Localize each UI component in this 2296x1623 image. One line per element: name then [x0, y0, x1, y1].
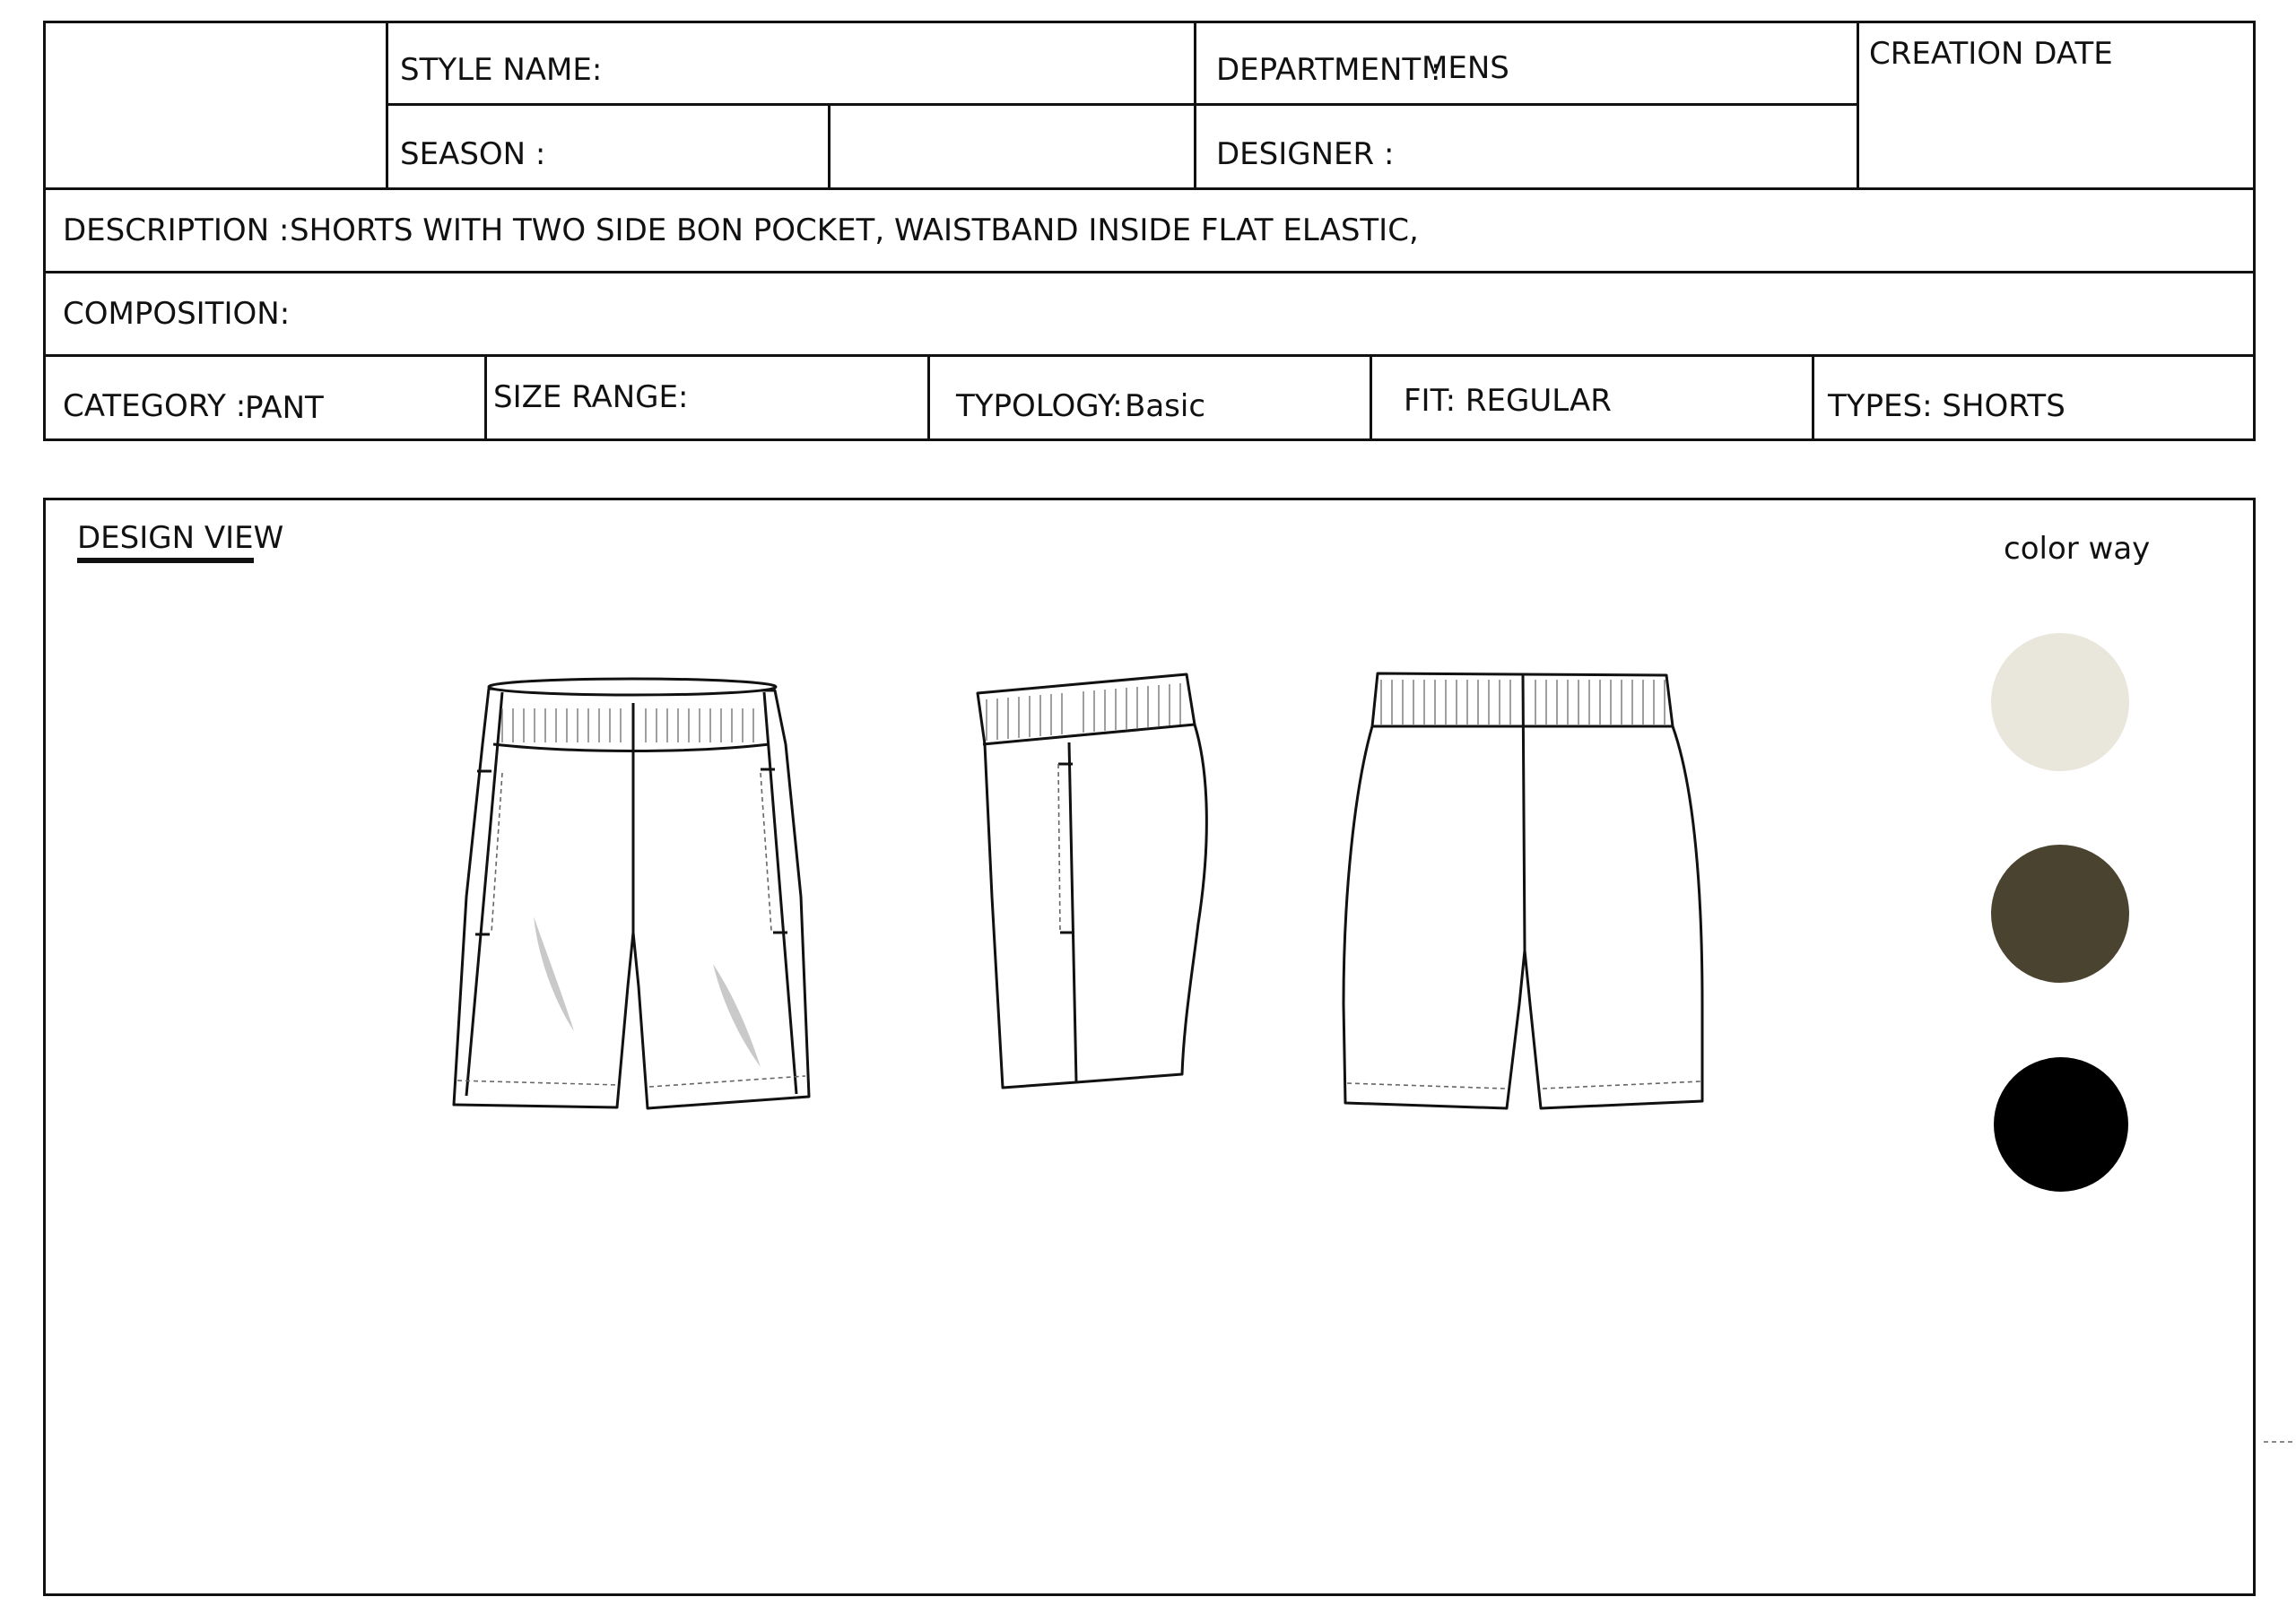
department-label: DEPARTMENT : — [1216, 52, 1441, 88]
creation-date-label: CREATION DATE — [1869, 36, 2113, 72]
composition-label: COMPOSITION: — [63, 296, 291, 332]
typology-label: TYPOLOGY: — [956, 388, 1123, 424]
back-center-seam — [1523, 673, 1525, 950]
side-view-sketch — [978, 674, 1206, 1088]
category-label: CATEGORY : — [63, 388, 247, 424]
colorway-label: color way — [2004, 531, 2151, 567]
designer-label: DESIGNER : — [1216, 136, 1395, 172]
category-value: PANT — [245, 390, 324, 426]
design-view-title: DESIGN VIEW — [77, 520, 284, 556]
season-label: SEASON : — [400, 136, 546, 172]
typology-value: Basic — [1125, 388, 1206, 424]
description-value: SHORTS WITH TWO SIDE BON POCKET, WAISTBAND INSIDE FLAT ELASTIC, — [290, 213, 1419, 248]
size-range-label: SIZE RANGE: — [493, 379, 689, 415]
style-name-label: STYLE NAME: — [400, 52, 603, 88]
front-view-sketch — [454, 679, 809, 1108]
front-waistband-top — [489, 679, 776, 695]
department-value: MENS — [1422, 50, 1509, 86]
types-label: TYPES: SHORTS — [1828, 388, 2066, 424]
back-view-sketch — [1344, 673, 1702, 1108]
side-shorts-body — [978, 674, 1206, 1088]
description-label: DESCRIPTION : — [63, 213, 290, 248]
fit-label: FIT: REGULAR — [1404, 383, 1612, 419]
